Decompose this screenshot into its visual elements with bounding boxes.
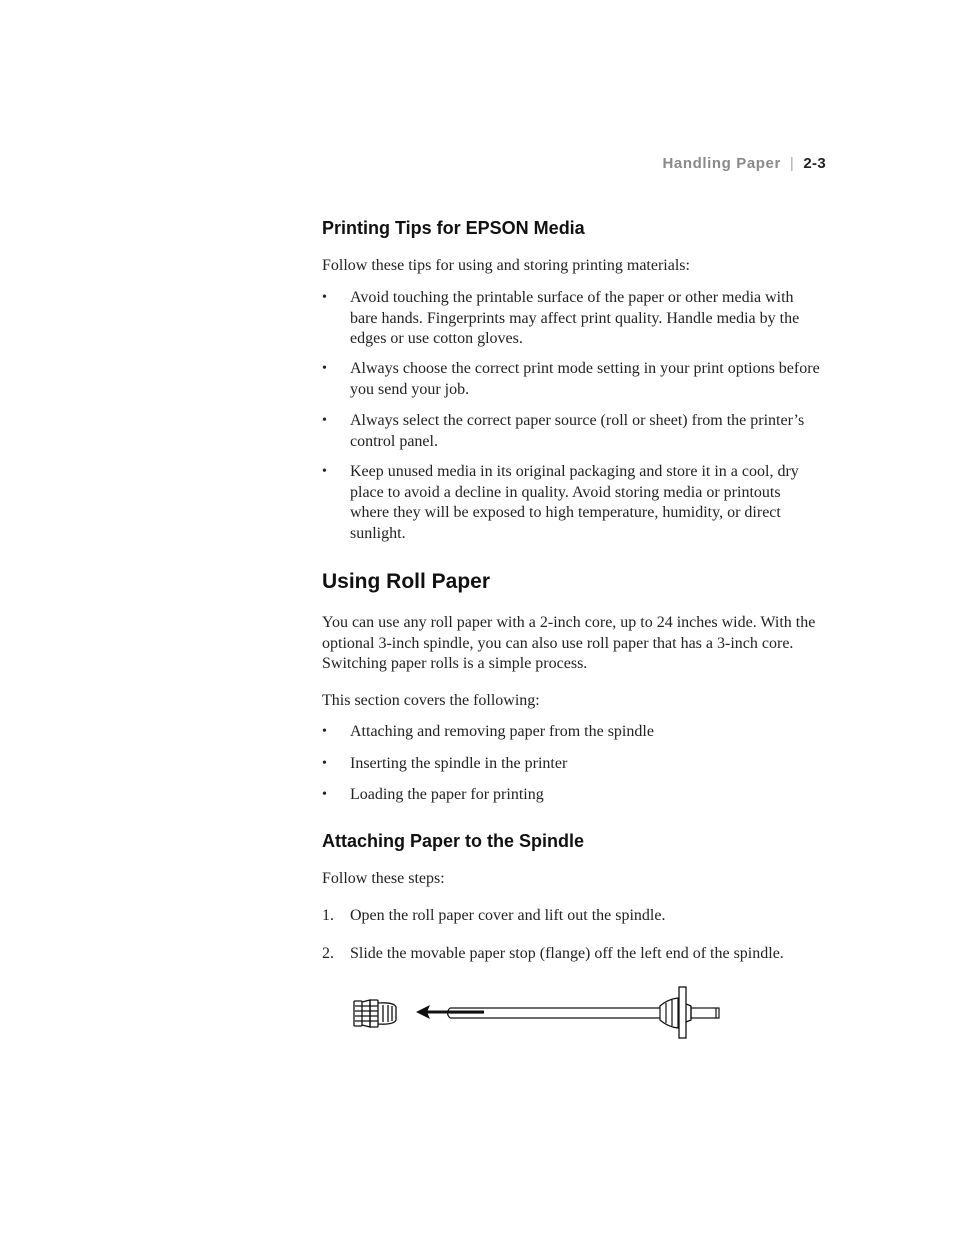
bullet-text: Keep unused media in its original packaging and store it in a cool, dry place to avoid a decline in quality. Avoid storing media or printouts where they will be exposed to high temperature, humidity, or direct sunlight. xyxy=(350,463,799,542)
bullet-mark: • xyxy=(322,724,327,739)
section-title: Handling Paper xyxy=(662,155,781,172)
step-text: Open the roll paper cover and lift out the spindle. xyxy=(350,907,666,924)
attach-intro: Follow these steps: xyxy=(322,870,445,887)
running-header xyxy=(662,155,826,172)
bullet-mark: • xyxy=(322,361,327,376)
step-number: 2. xyxy=(322,945,334,962)
bullet-text: Always choose the correct print mode setting in your print options before you send your job. xyxy=(350,360,820,398)
bullet-text: Always select the correct paper source (roll or sheet) from the printer’s control panel. xyxy=(350,412,805,450)
tips-bullet xyxy=(322,411,822,452)
roll-bullet xyxy=(322,722,822,743)
roll-bullet xyxy=(322,785,822,806)
spindle-icon xyxy=(448,998,720,1028)
bullet-mark: • xyxy=(322,290,327,305)
tips-heading: Printing Tips for EPSON Media xyxy=(322,218,585,238)
tips-bullet xyxy=(322,462,822,544)
bullet-mark: • xyxy=(322,413,327,428)
page-number: 2-3 xyxy=(803,155,826,172)
bullet-mark: • xyxy=(322,787,327,802)
header-separator: | xyxy=(789,155,795,172)
bullet-text: Avoid touching the printable surface of the paper or other media with bare hands. Fingerprints may affect print quality. Handle media by the edges or use cotton gloves. xyxy=(350,289,800,347)
step-text: Slide the movable paper stop (flange) off the left end of the spindle. xyxy=(350,945,784,962)
paper-stop-icon xyxy=(354,1000,396,1027)
bullet-mark: • xyxy=(322,464,327,479)
step-item xyxy=(322,944,822,965)
tips-intro: Follow these tips for using and storing printing materials: xyxy=(322,257,690,274)
roll-paper-covers: This section covers the following: xyxy=(322,692,540,709)
tips-bullet xyxy=(322,359,822,400)
bullet-text: Attaching and removing paper from the spindle xyxy=(350,723,654,740)
roll-bullet xyxy=(322,754,822,775)
bullet-text: Loading the paper for printing xyxy=(350,786,544,803)
direction-arrow-icon xyxy=(416,1005,484,1019)
step-number: 1. xyxy=(322,907,334,924)
step-item xyxy=(322,906,822,927)
bullet-text: Inserting the spindle in the printer xyxy=(350,755,568,772)
roll-paper-heading: Using Roll Paper xyxy=(322,570,491,593)
roll-paper-intro: You can use any roll paper with a 2-inch core, up to 24 inches wide. With the optional 3-inch spindle, you can also use roll paper that has a 3-inch core. Switching paper rolls is a simple process. xyxy=(322,614,816,672)
fixed-flange-icon xyxy=(679,987,691,1038)
bullet-mark: • xyxy=(322,756,327,771)
attach-heading: Attaching Paper to the Spindle xyxy=(322,831,585,851)
tips-bullet xyxy=(322,288,822,350)
spindle-illustration xyxy=(350,984,730,1042)
